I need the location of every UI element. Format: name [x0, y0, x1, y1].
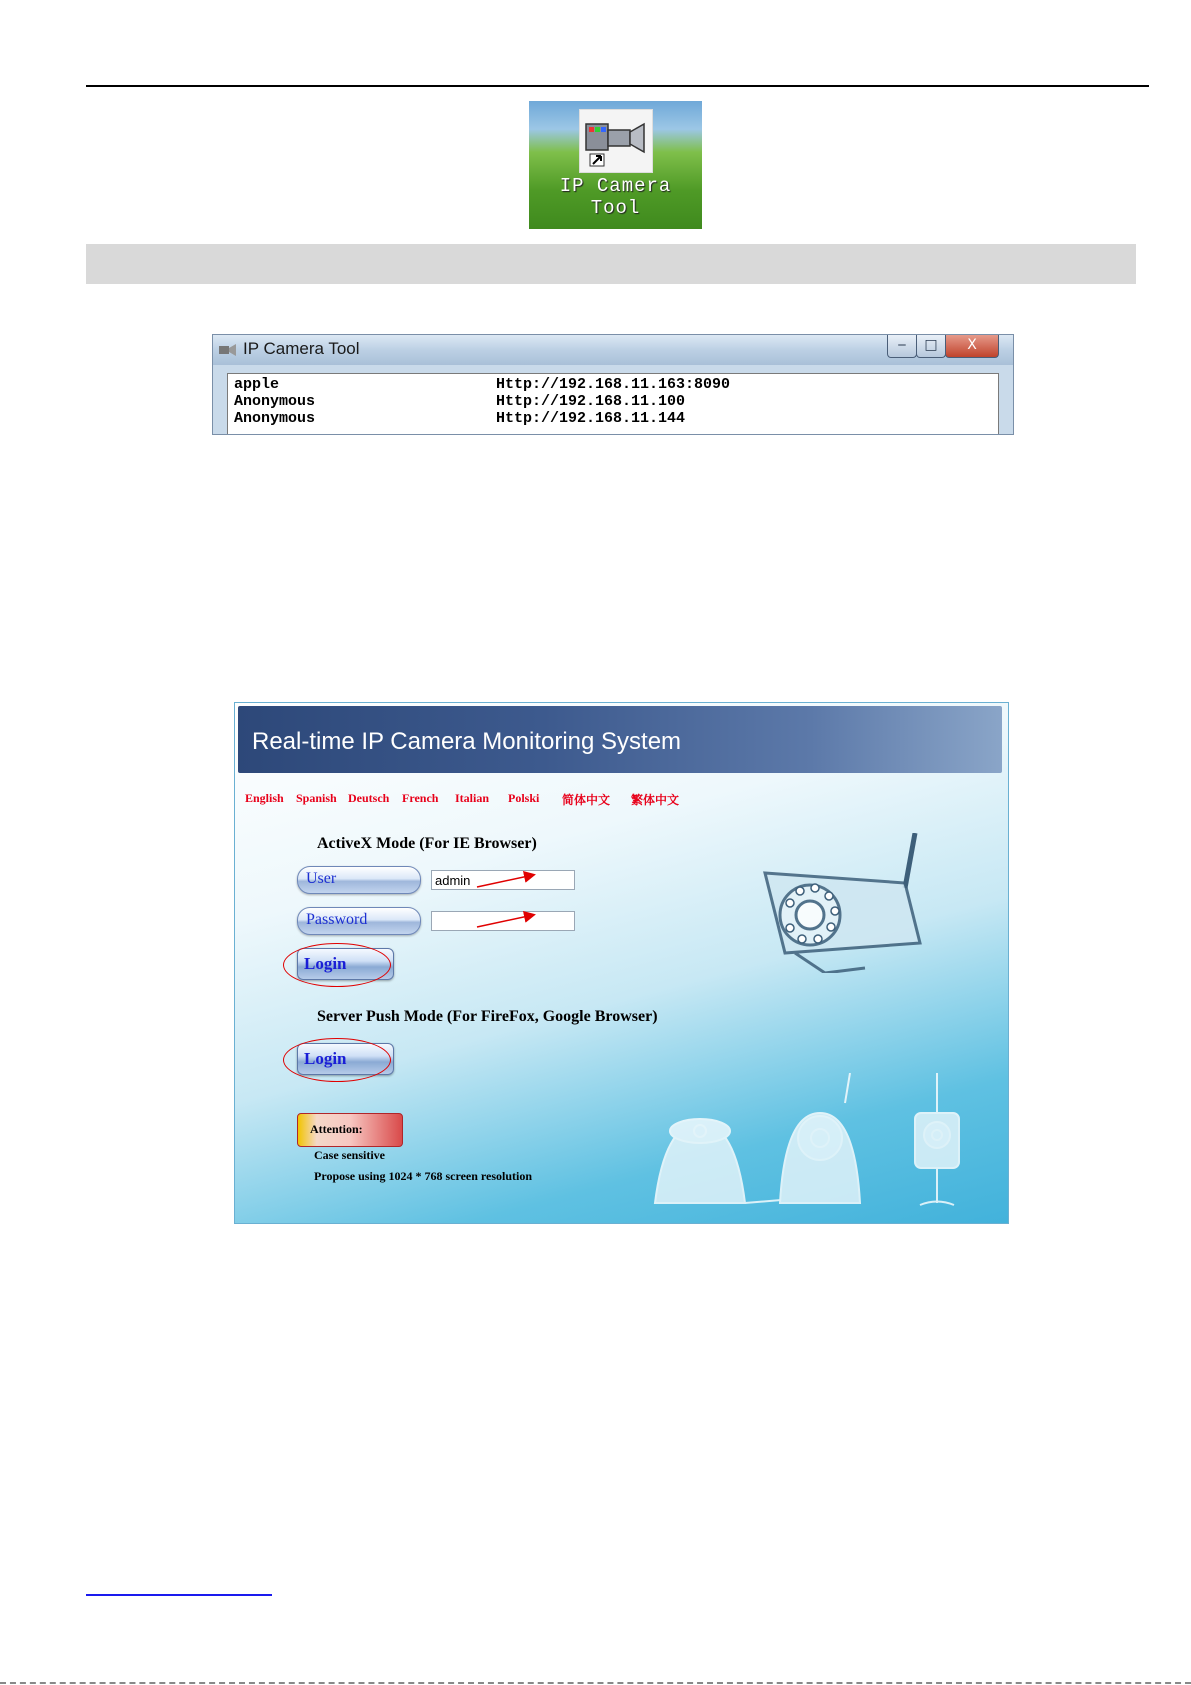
language-link-italian[interactable]: Italian	[455, 791, 490, 805]
camera-tool-icon	[579, 109, 653, 173]
user-label-text: User	[306, 870, 337, 887]
language-link-simplified-chinese[interactable]: 简体中文	[562, 793, 611, 807]
activex-login-highlight	[283, 943, 391, 987]
camera-list-item[interactable]	[234, 410, 686, 427]
camera-list[interactable]	[227, 373, 999, 435]
language-link-deutsch[interactable]: Deutsch	[348, 791, 390, 805]
top-rule	[86, 85, 1149, 87]
camera-name: Anonymous	[234, 410, 316, 427]
camera-list-item[interactable]	[234, 393, 686, 410]
activex-login-label: Login	[304, 954, 347, 973]
outdoor-camera-icon	[755, 833, 945, 973]
server-push-login-label: Login	[304, 1049, 347, 1068]
close-icon: X	[967, 337, 977, 353]
minimize-icon: ‒	[897, 337, 907, 353]
activex-mode-heading: ActiveX Mode (For IE Browser)	[317, 835, 537, 852]
password-label-text: Password	[306, 911, 368, 928]
language-link-polski[interactable]: Polski	[508, 791, 540, 805]
camera-list-item[interactable]	[234, 376, 731, 393]
ip-camera-tool-shortcut[interactable]	[529, 101, 702, 229]
camera-url: Http://192.168.11.100	[496, 393, 686, 410]
camera-url: Http://192.168.11.144	[496, 410, 686, 427]
app-camera-icon	[219, 343, 237, 357]
window-titlebar[interactable]	[213, 335, 1013, 365]
maximize-icon: □	[924, 337, 938, 353]
shortcut-label-line1: IP Camera	[559, 175, 672, 197]
login-header	[238, 706, 1002, 773]
close-button[interactable]	[945, 335, 999, 358]
password-label	[297, 907, 421, 935]
language-link-traditional-chinese[interactable]: 繁体中文	[631, 793, 680, 807]
login-page-title: Real-time IP Camera Monitoring System	[252, 728, 682, 755]
ip-camera-tool-window	[212, 334, 1014, 435]
maximize-button[interactable]	[916, 335, 946, 358]
user-input[interactable]: admin	[431, 870, 575, 890]
language-link-english[interactable]: English	[245, 791, 284, 805]
section-heading-band	[86, 244, 1136, 284]
note-screen-resolution: Propose using 1024 * 768 screen resolution	[314, 1169, 533, 1183]
indoor-cameras-icon	[645, 1073, 1005, 1218]
minimize-button[interactable]	[887, 335, 917, 358]
user-label	[297, 866, 421, 894]
language-link-spanish[interactable]: Spanish	[296, 791, 337, 805]
arrow-annotation-icon	[475, 871, 545, 931]
camera-name: Anonymous	[234, 393, 316, 410]
login-page-screenshot	[234, 702, 1009, 1224]
note-case-sensitive: Case sensitive	[314, 1148, 385, 1162]
camera-name: apple	[234, 376, 280, 393]
page-bottom-border	[0, 1682, 1191, 1684]
server-push-login-highlight	[283, 1038, 391, 1082]
language-link-french[interactable]: French	[402, 791, 439, 805]
camera-url: Http://192.168.11.163:8090	[496, 376, 731, 393]
server-push-mode-heading: Server Push Mode (For FireFox, Google Browser)	[317, 1008, 658, 1025]
footer-link-underline[interactable]	[86, 1594, 272, 1596]
window-title: IP Camera Tool	[243, 339, 360, 358]
attention-badge	[297, 1113, 403, 1147]
attention-label: Attention:	[310, 1122, 363, 1136]
shortcut-label-line2: Tool	[590, 197, 641, 219]
